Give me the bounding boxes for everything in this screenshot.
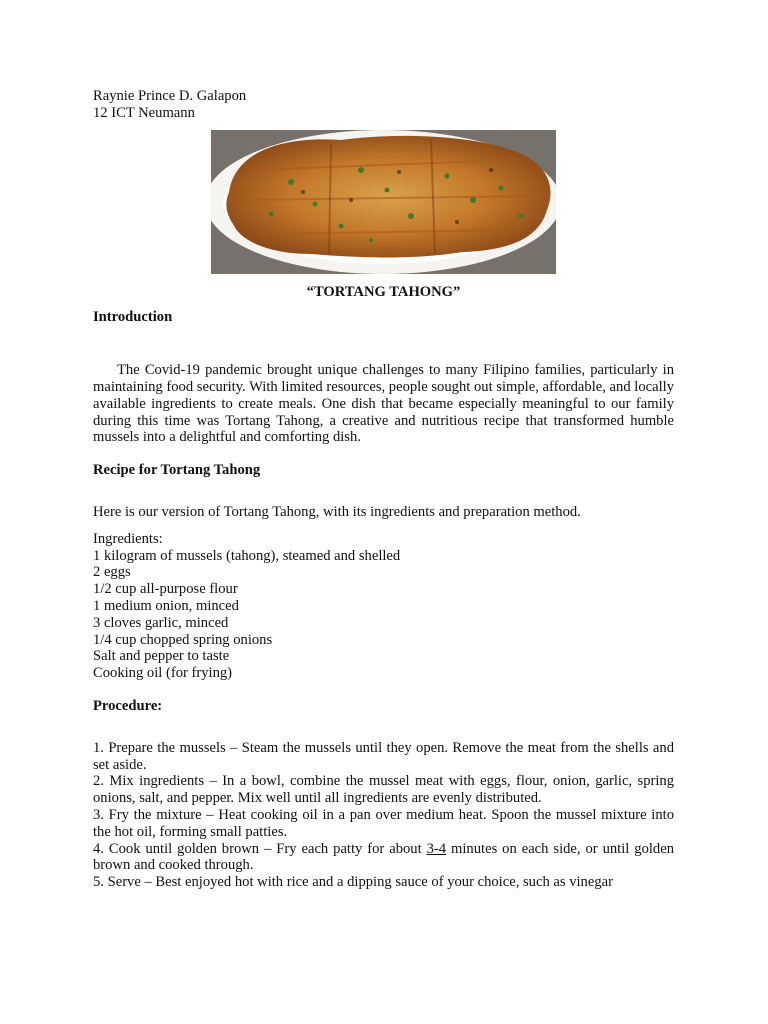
introduction-heading: Introduction bbox=[93, 309, 173, 326]
ingredient-item: Salt and pepper to taste bbox=[93, 648, 230, 665]
procedure-heading: Procedure: bbox=[93, 697, 163, 714]
ingredient-item: 1 medium onion, minced bbox=[93, 597, 239, 614]
step-4-minutes: 3-4 bbox=[426, 840, 447, 857]
omelette-plate-image bbox=[211, 130, 556, 274]
procedure-step-1: 1. Prepare the mussels – Steam the mussels until they open. Remove the meat from the shells and set aside. bbox=[93, 739, 674, 773]
document-title: “TORTANG TAHONG” bbox=[306, 283, 461, 300]
ingredient-item: 2 eggs bbox=[93, 564, 131, 581]
step-4-text-after: minutes on each side, or until golden brown and cooked through. bbox=[93, 840, 674, 874]
class-section: 12 ICT Neumann bbox=[93, 104, 195, 121]
ingredient-item: Cooking oil (for frying) bbox=[93, 665, 233, 682]
recipe-heading: Recipe for Tortang Tahong bbox=[93, 462, 261, 479]
ingredient-item: 3 cloves garlic, minced bbox=[93, 614, 229, 631]
procedure-step-3: 3. Fry the mixture – Heat cooking oil in a pan over medium heat. Spoon the mussel mixture into the hot oil, forming small patties. bbox=[93, 806, 674, 840]
ingredients-list bbox=[93, 548, 674, 682]
step-4-text-before: 4. Cook until golden brown – Fry each patty for about bbox=[93, 840, 422, 857]
procedure-step-5: 5. Serve – Best enjoyed hot with rice and a dipping sauce of your choice, such as vinegar bbox=[93, 874, 613, 891]
ingredient-item: 1/2 cup all-purpose flour bbox=[93, 581, 238, 598]
document-body bbox=[93, 88, 674, 891]
recipe-intro: Here is our version of Tortang Tahong, with its ingredients and preparation method. bbox=[93, 503, 581, 520]
procedure-step-2: 2. Mix ingredients – In a bowl, combine the mussel meat with eggs, flour, onion, garlic, spring onions, salt, and pepper. Mix well until all ingredients are evenly distributed. bbox=[93, 773, 674, 807]
introduction-paragraph: The Covid-19 pandemic brought unique challenges to many Filipino families, particularly in maintaining food security. With limited resources, people sought out simple, affordable, and locally available ingredients to create meals. One dish that became especially meaningful to our family during this time was Tortang Tahong, a creative and nutritious recipe that transformed humble mussels into a delightful and comforting dish. bbox=[93, 362, 674, 446]
author-name: Raynie Prince D. Galapon bbox=[93, 88, 247, 104]
tortang-tahong-photo bbox=[211, 130, 556, 274]
procedure-step-4 bbox=[93, 841, 674, 875]
ingredient-item: 1/4 cup chopped spring onions bbox=[93, 631, 273, 648]
ingredients-label: Ingredients: bbox=[93, 530, 163, 547]
ingredient-item: 1 kilogram of mussels (tahong), steamed and shelled bbox=[93, 547, 401, 564]
